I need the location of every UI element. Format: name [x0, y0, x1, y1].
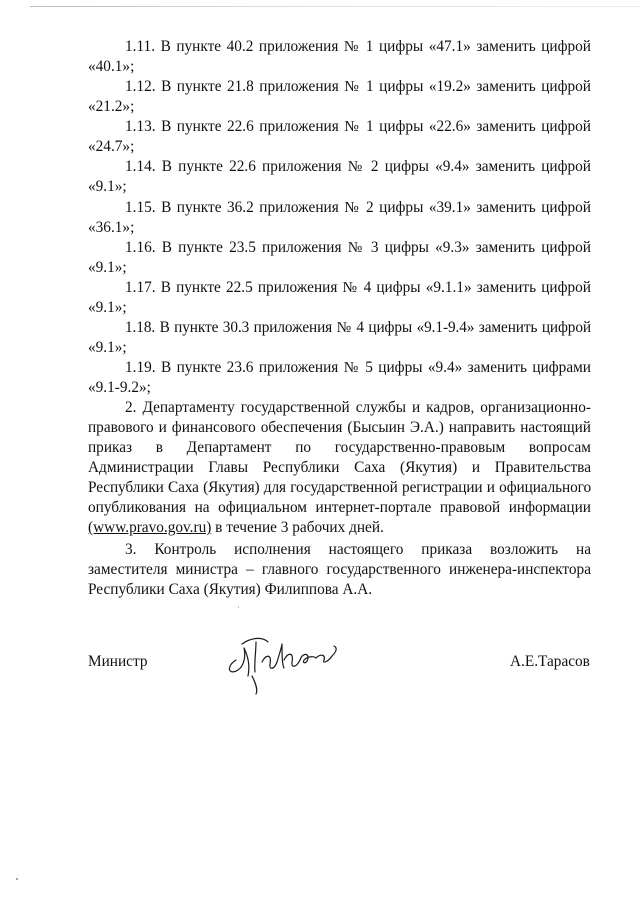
item-1-16-line1: 1.16. В пункте 23.5 приложения № 3 цифры «9.3» заменить цифрой — [125, 239, 591, 256]
para2-line6: опубликования на официальном интернет-портале правовой информации — [88, 499, 591, 516]
para2-line4: Администрации Главы Республики Саха (Якутия) и Правительства — [88, 459, 591, 476]
handwritten-signature — [222, 626, 342, 696]
item-1-12-line1: 1.12. В пункте 21.8 приложения № 1 цифры «19.2» заменить цифрой — [125, 78, 591, 95]
scan-speck — [16, 878, 18, 880]
item-1-14-line2: «9.1»; — [88, 178, 127, 195]
item-1-19-line2: «9.1-9.2»; — [88, 379, 151, 396]
para2-line5: Республики Саха (Якутия) для государственной регистрации и официального — [88, 479, 591, 496]
scan-speck — [238, 606, 239, 608]
signatory-position: Министр — [88, 653, 148, 670]
item-1-16-line2: «9.1»; — [88, 259, 127, 276]
item-1-13-line1: 1.13. В пункте 22.6 приложения № 1 цифры «22.6» заменить цифрой — [125, 118, 591, 135]
item-1-11-line1: 1.11. В пункте 40.2 приложения № 1 цифры «47.1» заменить цифрой — [125, 38, 591, 55]
para2-line1: 2. Департаменту государственной службы и кадров, организационно- — [125, 399, 591, 416]
item-1-15-line1: 1.15. В пункте 36.2 приложения № 2 цифры «39.1» заменить цифрой — [125, 199, 591, 216]
para3-line3: Республики Саха (Якутия) Филиппова А.А. — [88, 581, 373, 598]
item-1-19-line1: 1.19. В пункте 23.6 приложения № 5 цифры «9.4» заменить цифрами — [125, 359, 591, 376]
pravo-gov-link[interactable]: (www.pravo.gov.ru) — [88, 519, 212, 536]
item-1-14-line1: 1.14. В пункте 22.6 приложения № 2 цифры «9.4» заменить цифрой — [125, 158, 591, 175]
para2-line7-rest: в течение 3 рабочих дней. — [211, 519, 384, 536]
signatory-name: А.Е.Тарасов — [510, 653, 590, 670]
item-1-13-line2: «24.7»; — [88, 138, 135, 155]
para2-line7 — [88, 518, 591, 538]
item-1-17-line2: «9.1»; — [88, 299, 127, 316]
item-1-17-line1: 1.17. В пункте 22.5 приложения № 4 цифры «9.1.1» заменить цифрой — [125, 279, 591, 296]
item-1-15-line2: «36.1»; — [88, 219, 135, 236]
para3-line2: заместителя министра – главного государственного инженера-инспектора — [88, 561, 591, 578]
para3-line1: 3. Контроль исполнения настоящего приказа возложить на — [125, 541, 591, 558]
item-1-11-line2: «40.1»; — [88, 58, 135, 75]
para2-line2: правового и финансового обеспечения (Бысыин Э.А.) направить настоящий — [88, 419, 591, 436]
item-1-12-line2: «21.2»; — [88, 98, 135, 115]
item-1-18-line1: 1.18. В пункте 30.3 приложения № 4 цифры «9.1-9.4» заменить цифрой — [125, 319, 591, 336]
scan-edge-line — [30, 6, 640, 7]
para2-line3: приказ в Департамент по государственно-правовым вопросам — [88, 439, 591, 456]
item-1-18-line2: «9.1»; — [88, 339, 127, 356]
